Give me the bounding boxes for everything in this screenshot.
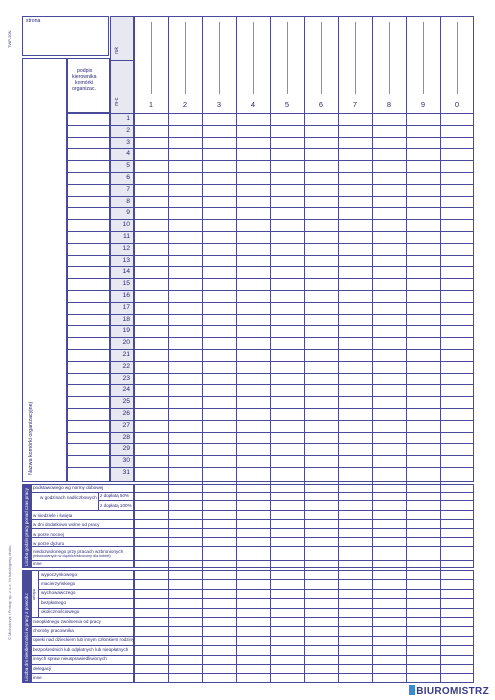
day-number: 26 — [122, 410, 130, 417]
day-number: 19 — [122, 327, 130, 335]
day-row-line — [67, 349, 474, 350]
overtime-row-label: niedozwolonego przy pracach wzbronionych — [33, 549, 124, 554]
day-row-line — [67, 137, 474, 138]
form-code: TWP-20N — [7, 30, 12, 48]
signature-label-2: kierownika — [72, 74, 97, 80]
column-number: 0 — [454, 100, 460, 109]
overtime-row-label: z dopłatą 50% — [100, 493, 130, 498]
brand-logo — [409, 685, 489, 697]
day-number: 9 — [126, 209, 130, 217]
day-row-line — [67, 432, 474, 433]
day-row-line — [67, 396, 474, 397]
absence-row-line — [31, 636, 474, 637]
day-row-line — [67, 290, 474, 291]
day-number: 25 — [122, 398, 130, 406]
day-number: 6 — [126, 174, 130, 181]
urlop-divider — [38, 570, 39, 617]
overtime-row-line — [31, 537, 474, 538]
day-row-line — [67, 266, 474, 267]
day-number: 30 — [122, 457, 130, 465]
rok-divider — [110, 60, 134, 61]
day-row-line — [67, 325, 474, 326]
column-number: 5 — [284, 100, 290, 109]
day-number: 18 — [122, 315, 130, 323]
day-number: 31 — [122, 469, 130, 476]
absence-row-label: wychowawczego — [41, 590, 76, 596]
absence-row-line — [38, 598, 474, 599]
day-number: 28 — [122, 433, 130, 441]
signature-label-3: komórki — [75, 80, 94, 86]
header-guide-line — [185, 22, 186, 94]
overtime-row-label: w godzinach nadliczbowych — [40, 495, 97, 500]
absence-row-label: bezpłatnego — [41, 599, 67, 605]
day-number: 2 — [126, 126, 130, 134]
day-number: 14 — [122, 268, 130, 276]
signature-label-1: podpis — [77, 68, 93, 74]
strona-label: strona — [26, 18, 41, 24]
day-number: 16 — [122, 292, 130, 299]
overtime-row-line — [31, 546, 474, 547]
day-number: 8 — [126, 197, 130, 205]
overtime-section-label: Liczba godzin pracy ponad czas pracy — [24, 488, 29, 566]
day-row-line — [67, 314, 474, 315]
absence-row-line — [31, 645, 474, 646]
absence-row-label: opieki nad dzieckiem lub innym członkiem rodziny — [33, 637, 135, 643]
day-number: 11 — [122, 233, 130, 240]
day-row-line — [67, 361, 474, 362]
overtime-row-label: w porze dyżuru — [33, 541, 65, 546]
header-guide-line — [321, 22, 322, 94]
day-number: 27 — [122, 421, 130, 429]
day-number: 7 — [126, 185, 130, 193]
absence-row-line — [31, 673, 474, 674]
absence-row-label: delegacji — [33, 665, 52, 671]
column-number: 1 — [148, 100, 154, 109]
overtime-row-label: inne — [33, 561, 42, 566]
day-row-line — [67, 196, 474, 197]
column-number: 2 — [182, 100, 188, 109]
day-row-line — [67, 207, 474, 208]
column-number: 3 — [216, 100, 222, 109]
absence-row-label: inne — [33, 674, 42, 680]
absence-row-line — [31, 664, 474, 665]
day-row-line — [67, 243, 474, 244]
overtime-row-label: w porze nocnej — [33, 532, 64, 537]
absence-row-line — [31, 655, 474, 656]
absence-row-line — [38, 579, 474, 580]
header-guide-line — [389, 22, 390, 94]
overtime-sub-divider — [98, 492, 99, 510]
day-row-line — [67, 148, 474, 149]
column-number: 7 — [352, 100, 358, 109]
brand-icon — [409, 685, 415, 695]
signature-label-4: organizac. — [72, 86, 96, 92]
day-row-line — [67, 278, 474, 279]
day-number: 12 — [122, 244, 130, 252]
overtime-row-line — [98, 500, 474, 501]
day-number: 15 — [122, 280, 130, 288]
day-row-line — [67, 455, 474, 456]
day-row-line — [67, 408, 474, 409]
overtime-row-line — [31, 560, 474, 561]
day-number: 29 — [122, 445, 130, 453]
overtime-row-label: z dopłatą 100% — [100, 503, 132, 508]
day-row-line — [67, 443, 474, 444]
day-number: 20 — [122, 339, 130, 347]
overtime-row-label: w dni dodatkowo wolne od pracy — [33, 522, 100, 527]
column-number: 4 — [250, 100, 256, 109]
brand-text: BIUROMISTRZ — [416, 686, 489, 697]
header-guide-line — [219, 22, 220, 94]
overtime-row-label: (młodocianych w ciężkich/skrócony dla kobiet) — [33, 554, 111, 558]
absence-row-label: choroby pracownika — [33, 627, 74, 633]
absence-row-label: innych spraw nieusprawiedliwionych — [33, 656, 107, 662]
day-row-line — [67, 420, 474, 421]
header-guide-line — [253, 22, 254, 94]
column-number: 9 — [420, 100, 426, 109]
day-number: 10 — [122, 221, 130, 229]
column-number: 8 — [386, 100, 392, 109]
header-guide-line — [423, 22, 424, 94]
header-guide-line — [287, 22, 288, 94]
overtime-row-line — [31, 519, 474, 520]
day-row-line — [67, 125, 474, 126]
day-row-line — [67, 231, 474, 232]
day-number: 17 — [122, 303, 130, 311]
overtime-grid — [134, 484, 474, 568]
header-guide-line — [457, 22, 458, 94]
month-label: m-c — [114, 97, 120, 106]
overtime-row-line — [31, 528, 474, 529]
urlop-label: urlopu — [31, 588, 36, 600]
day-row-line — [67, 467, 474, 468]
column-number: 6 — [318, 100, 324, 109]
absence-row-line — [38, 589, 474, 590]
day-number: 24 — [122, 386, 130, 394]
absence-row-label: okolicznościowego — [41, 609, 80, 615]
day-number: 13 — [122, 256, 130, 264]
footer-print-info: © Michalczyk i Prokop sp. z o.o. Nr katalogowy druku — [7, 545, 12, 640]
day-number: 4 — [126, 150, 130, 158]
day-number: 3 — [126, 138, 130, 146]
overtime-row-label: w niedziele i święta — [33, 513, 73, 518]
absence-row-line — [31, 626, 474, 627]
day-row-line — [67, 302, 474, 303]
overtime-row-label: podstawowego wg normy dobowej — [33, 485, 104, 490]
day-row-line — [67, 337, 474, 338]
day-number: 22 — [122, 362, 130, 370]
absence-row-label: nieopłatnego zwolnienia od pracy — [33, 618, 101, 624]
absence-row-label: macierzyńskiego — [41, 580, 76, 586]
day-row-line — [67, 255, 474, 256]
overtime-row-line — [31, 510, 474, 511]
day-number: 23 — [122, 374, 130, 382]
day-row-line — [67, 384, 474, 385]
absence-section-label: Liczba dni nieobecności w pracy z powodu: — [24, 592, 29, 681]
absence-row-line — [38, 608, 474, 609]
day-number: 5 — [126, 162, 130, 170]
day-row-line — [67, 219, 474, 220]
day-row-line — [67, 160, 474, 161]
day-row-line — [67, 373, 474, 374]
day-row-line — [67, 172, 474, 173]
header-guide-line — [151, 22, 152, 94]
signature-column[interactable] — [67, 113, 110, 482]
absence-row-label: wypoczynkowego — [41, 571, 78, 577]
unit-name-label: Nazwa komórki organizacyjnej — [28, 402, 34, 475]
header-guide-line — [355, 22, 356, 94]
day-number: 21 — [122, 351, 130, 358]
day-row-line — [67, 184, 474, 185]
absence-row-line — [31, 617, 474, 618]
absence-row-label: bezpośrednich lub odpłatnych lub nieopłatnych — [33, 646, 129, 652]
rok-label: rok — [114, 47, 120, 54]
day-number: 1 — [126, 115, 130, 122]
